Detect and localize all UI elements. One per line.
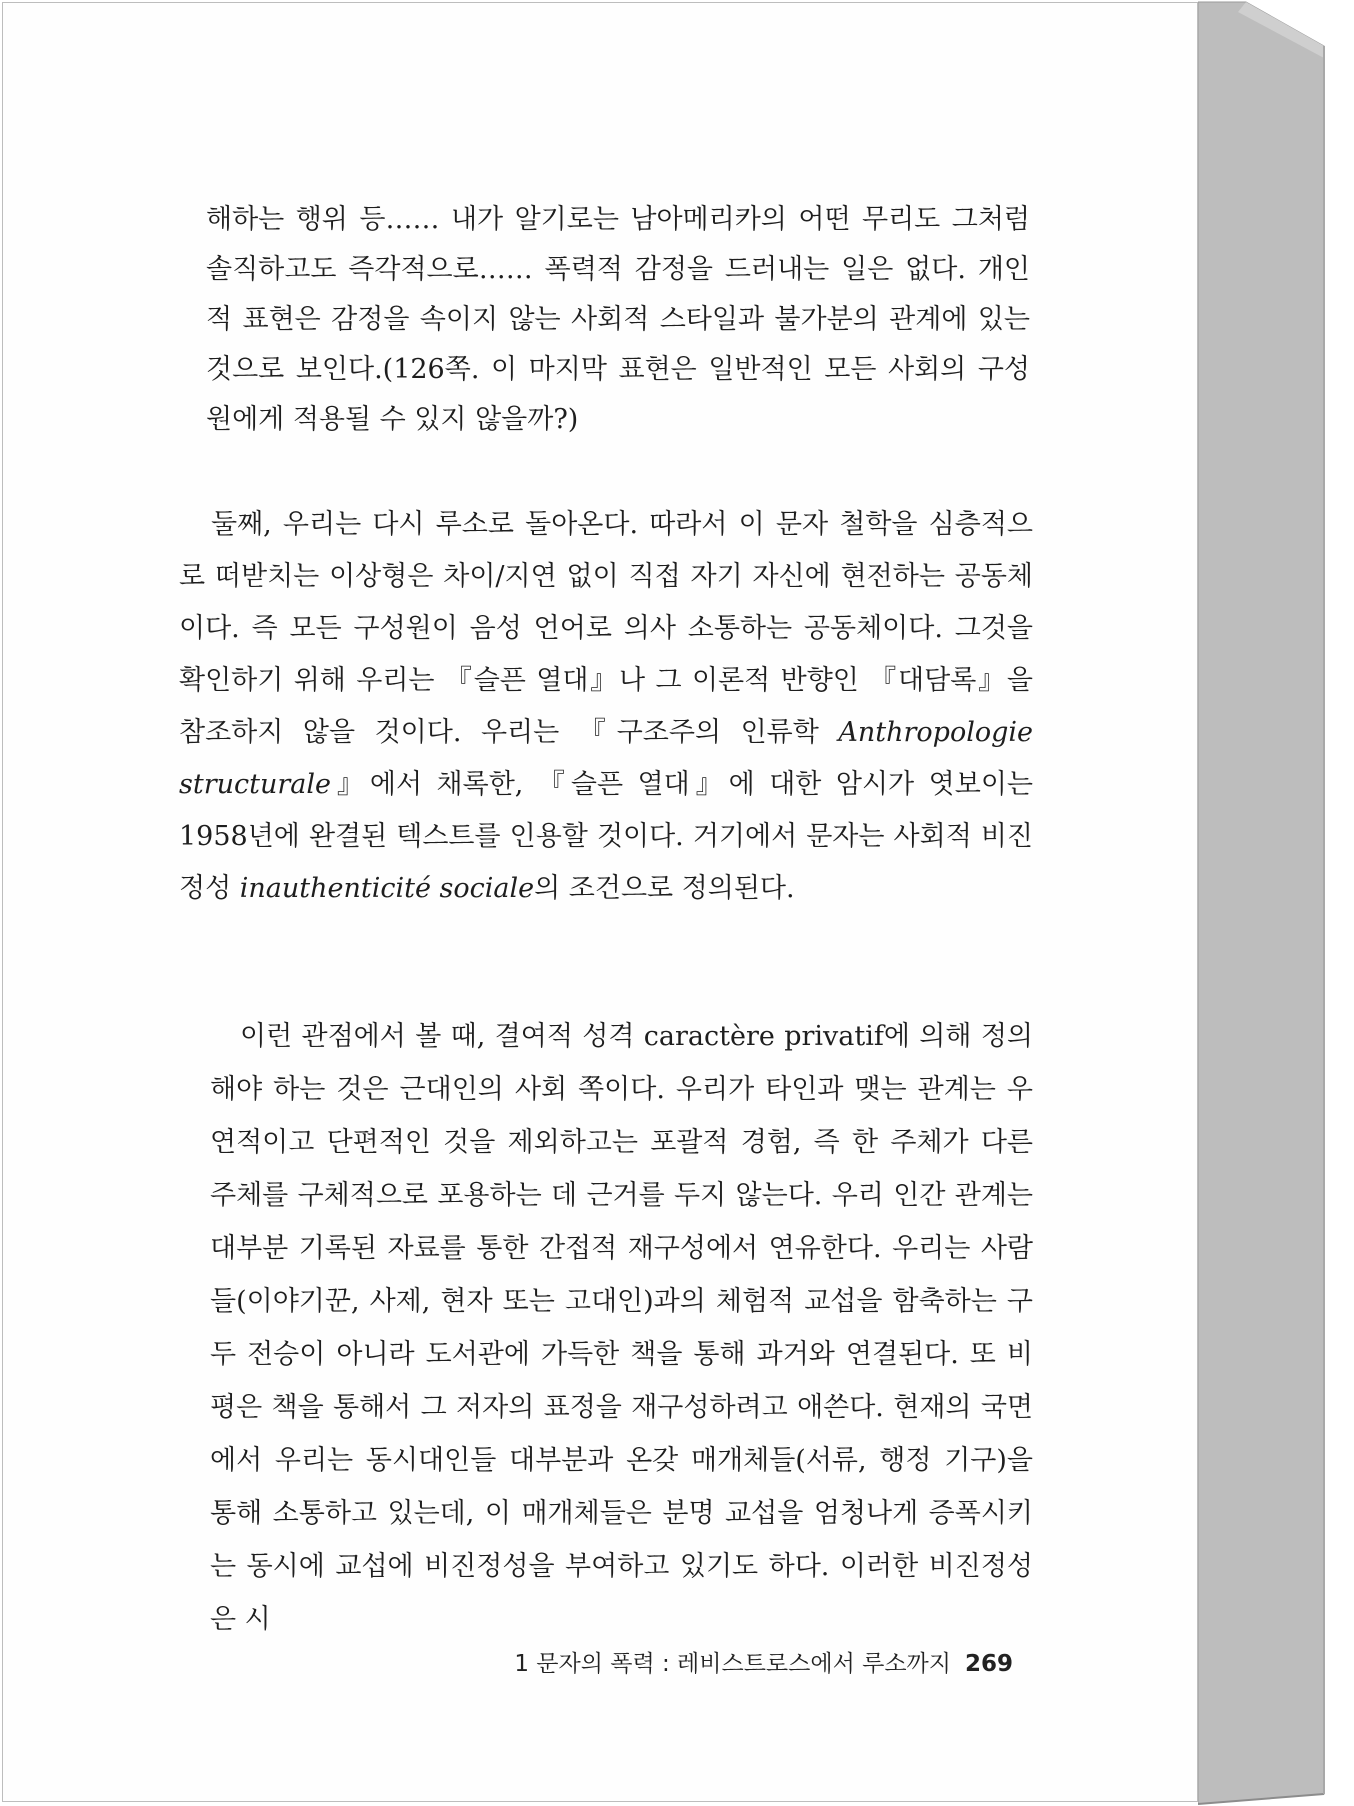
block-quote-1 — [206, 195, 1030, 445]
page-number: 269 — [964, 1651, 1013, 1677]
body-paragraph-part-1: 둘째, 우리는 다시 루소로 돌아온다. 따라서 이 문자 철학을 심층적으로 떠받치는 이상형은 차이/지연 없이 직접 자기 자신에 현전하는 공동체이다. 즉 모든 구성원이 음성 언어로 의사 소통하는 공동체이다. 그것을 확인하기 위해 우리는 『슬픈 열대』나 그 이론적 반향인 『대담록』을 참조하지 않을 것이다. 우리는 『구조주의 인류학 — [179, 509, 1033, 748]
book-page — [2, 2, 1198, 1802]
body-paragraph-part-3: 의 조건으로 정의된다. — [534, 873, 795, 904]
block-quote-2 — [210, 1010, 1033, 1646]
running-footer — [483, 1645, 1013, 1678]
book-thickness-edge — [1198, 0, 1348, 1806]
italic-term-anthropologie: Anthropologie structurale — [179, 717, 1033, 800]
italic-term-inauthenticite: inauthenticité sociale — [239, 873, 535, 904]
body-paragraph — [179, 499, 1033, 915]
body-paragraph-part-2: 』에서 채록한, 『슬픈 열대』에 대한 암시가 엿보이는 1958년에 완결된 텍스트를 인용할 것이다. 거기에서 문자는 사회적 비진정성 — [179, 769, 1033, 904]
block-quote-1-text: 해하는 행위 등…… 내가 알기로는 남아메리카의 어떤 무리도 그처럼 솔직하고도 즉각적으로…… 폭력적 감정을 드러내는 일은 없다. 개인적 표현은 감정을 속이지 않는 사회적 스타일과 불가분의 관계에 있는 것으로 보인다.(126쪽. 이 마지막 표현은 일반적인 모든 사회의 구성원에게 적용될 수 있지 않을까?) — [206, 204, 1030, 435]
block-quote-2-text: 이런 관점에서 볼 때, 결여적 성격 caractère privatif에 의해 정의해야 하는 것은 근대인의 사회 쪽이다. 우리가 타인과 맺는 관계는 우연적이고 단편적인 것을 제외하고는 포괄적 경험, 즉 한 주체가 다른 주체를 구체적으로 포용하는 데 근거를 두지 않는다. 우리 인간 관계는 대부분 기록된 자료를 통한 간접적 재구성에서 연유한다. 우리는 사람들(이야기꾼, 사제, 현자 또는 고대인)과의 체험적 교섭을 함축하는 구두 전승이 아니라 도서관에 가득한 책을 통해 과거와 연결된다. 또 비평은 책을 통해서 그 저자의 표정을 재구성하려고 애쓴다. 현재의 국면에서 우리는 동시대인들 대부분과 온갖 매개체들(서류, 행정 기구)을 통해 소통하고 있는데, 이 매개체들은 분명 교섭을 엄청나게 증폭시키는 동시에 교섭에 비진정성을 부여하고 있기도 하다. 이러한 비진정성은 시 — [210, 1021, 1033, 1635]
chapter-title: 1 문자의 폭력 : 레비스트로스에서 루소까지 — [514, 1651, 951, 1677]
